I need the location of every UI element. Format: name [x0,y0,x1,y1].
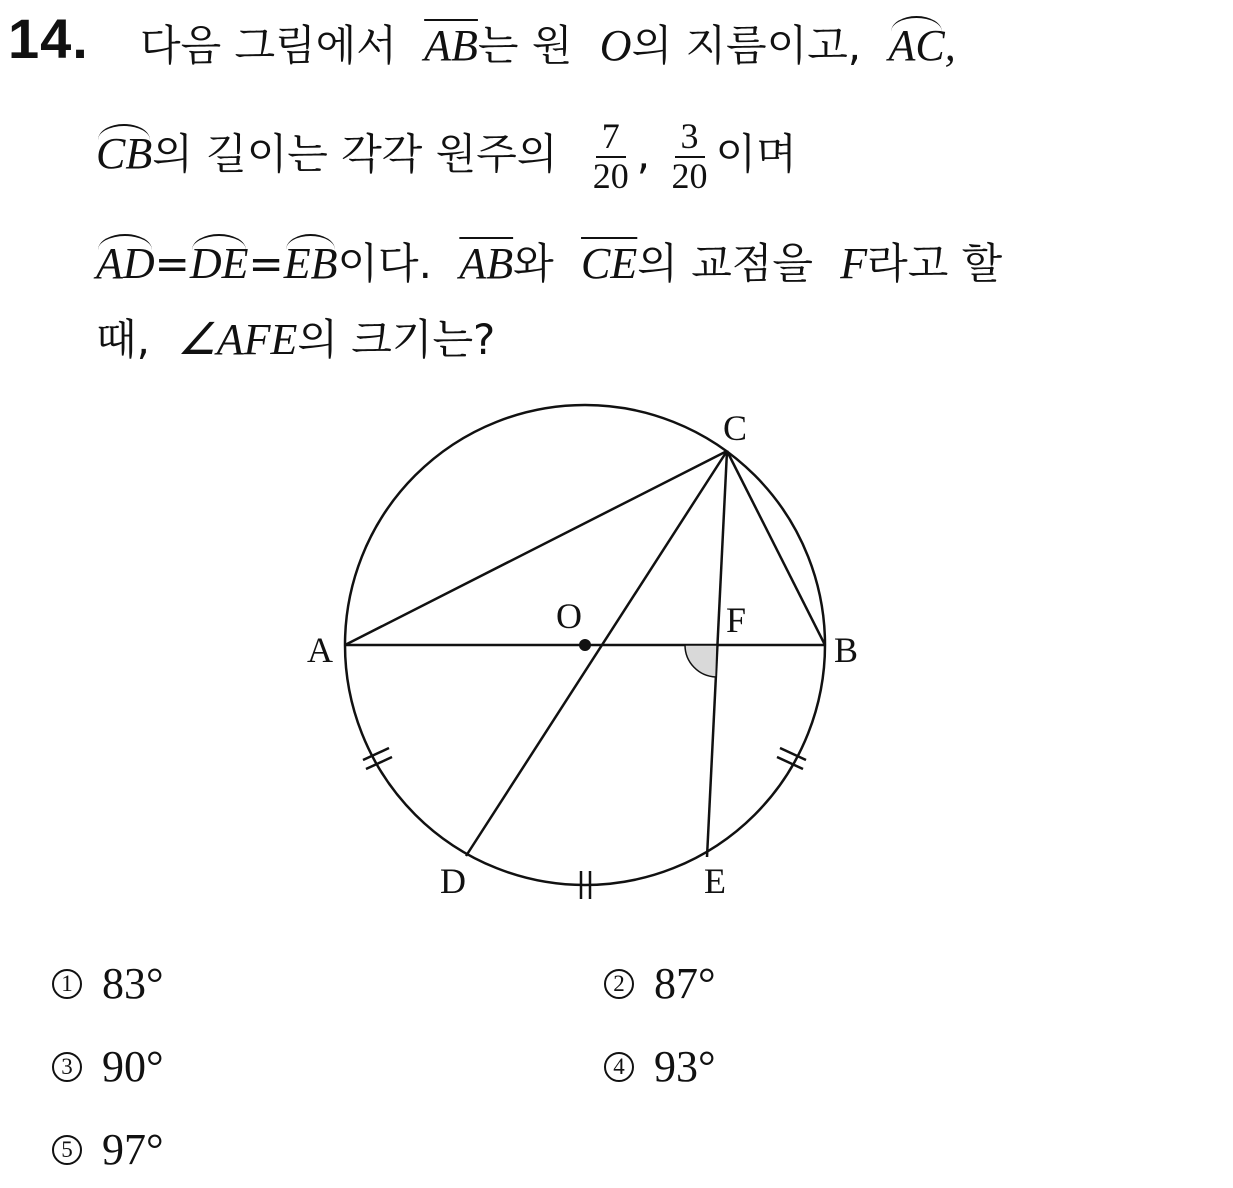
arc-de: DE [189,239,249,288]
point-f: F [840,239,868,288]
numerator: 3 [675,118,705,158]
segment-ab: $\overline{AB}$ [424,21,478,70]
text: 는 원 [477,21,573,70]
choice-3[interactable] [52,1041,164,1092]
arc-cb: CB [96,129,153,179]
text: 의 교점을 [637,239,813,288]
label-b: B [834,630,859,670]
text: 와 [513,239,554,288]
text: 의 길이는 각각 원주의 [152,129,558,179]
comma: , [944,21,956,70]
choice-marker: 2 [604,969,634,999]
choice-value: 90° [102,1042,164,1091]
choice-marker: 3 [52,1052,82,1082]
tick-mark-eb [777,757,803,769]
label-d: D [440,861,466,901]
equals: = [154,239,190,288]
choice-marker: 4 [604,1052,634,1082]
equals: = [248,239,284,288]
text: 때, [96,315,150,364]
text: 이며 [715,129,797,179]
center-dot [579,639,591,651]
chord-ac [345,451,727,645]
choice-1[interactable] [52,958,164,1009]
denominator: 20 [671,155,708,196]
label-f: F [726,600,747,640]
arc-eb: EB [283,239,338,288]
label-o: O [556,596,582,636]
numerator: 7 [596,118,626,158]
choice-marker: 5 [52,1135,82,1165]
question-number: 14. [8,7,89,70]
choice-value: 93° [654,1042,716,1091]
choice-value: 97° [102,1125,164,1174]
text: 다음 그림에서 [140,21,397,70]
text: 라고 할 [867,239,1003,288]
label-a: A [307,630,333,670]
choice-5[interactable] [52,1124,164,1175]
denominator: 20 [592,155,629,196]
arc-ad: AD [96,239,155,288]
segment-ab: $\overline{AB}$ [459,239,514,288]
tick-mark-ad [363,748,389,760]
text: 의 지름이고, [631,21,862,70]
arc-ac: AC [888,21,945,70]
angle-afe: ∠AFE [177,315,298,364]
text: 의 크기는? [297,315,496,364]
choice-4[interactable] [604,1041,716,1092]
choice-value: 83° [102,959,164,1008]
label-e: E [704,861,726,901]
text: 이다. [337,239,432,288]
center-o: O [599,21,632,70]
segment-ce: $\overline{CE}$ [581,239,638,288]
choice-marker: 1 [52,969,82,999]
separator: , [636,129,651,179]
choice-value: 87° [654,959,716,1008]
angle-afe-marker [685,645,717,677]
choice-2[interactable] [604,958,716,1009]
label-c: C [723,408,748,448]
